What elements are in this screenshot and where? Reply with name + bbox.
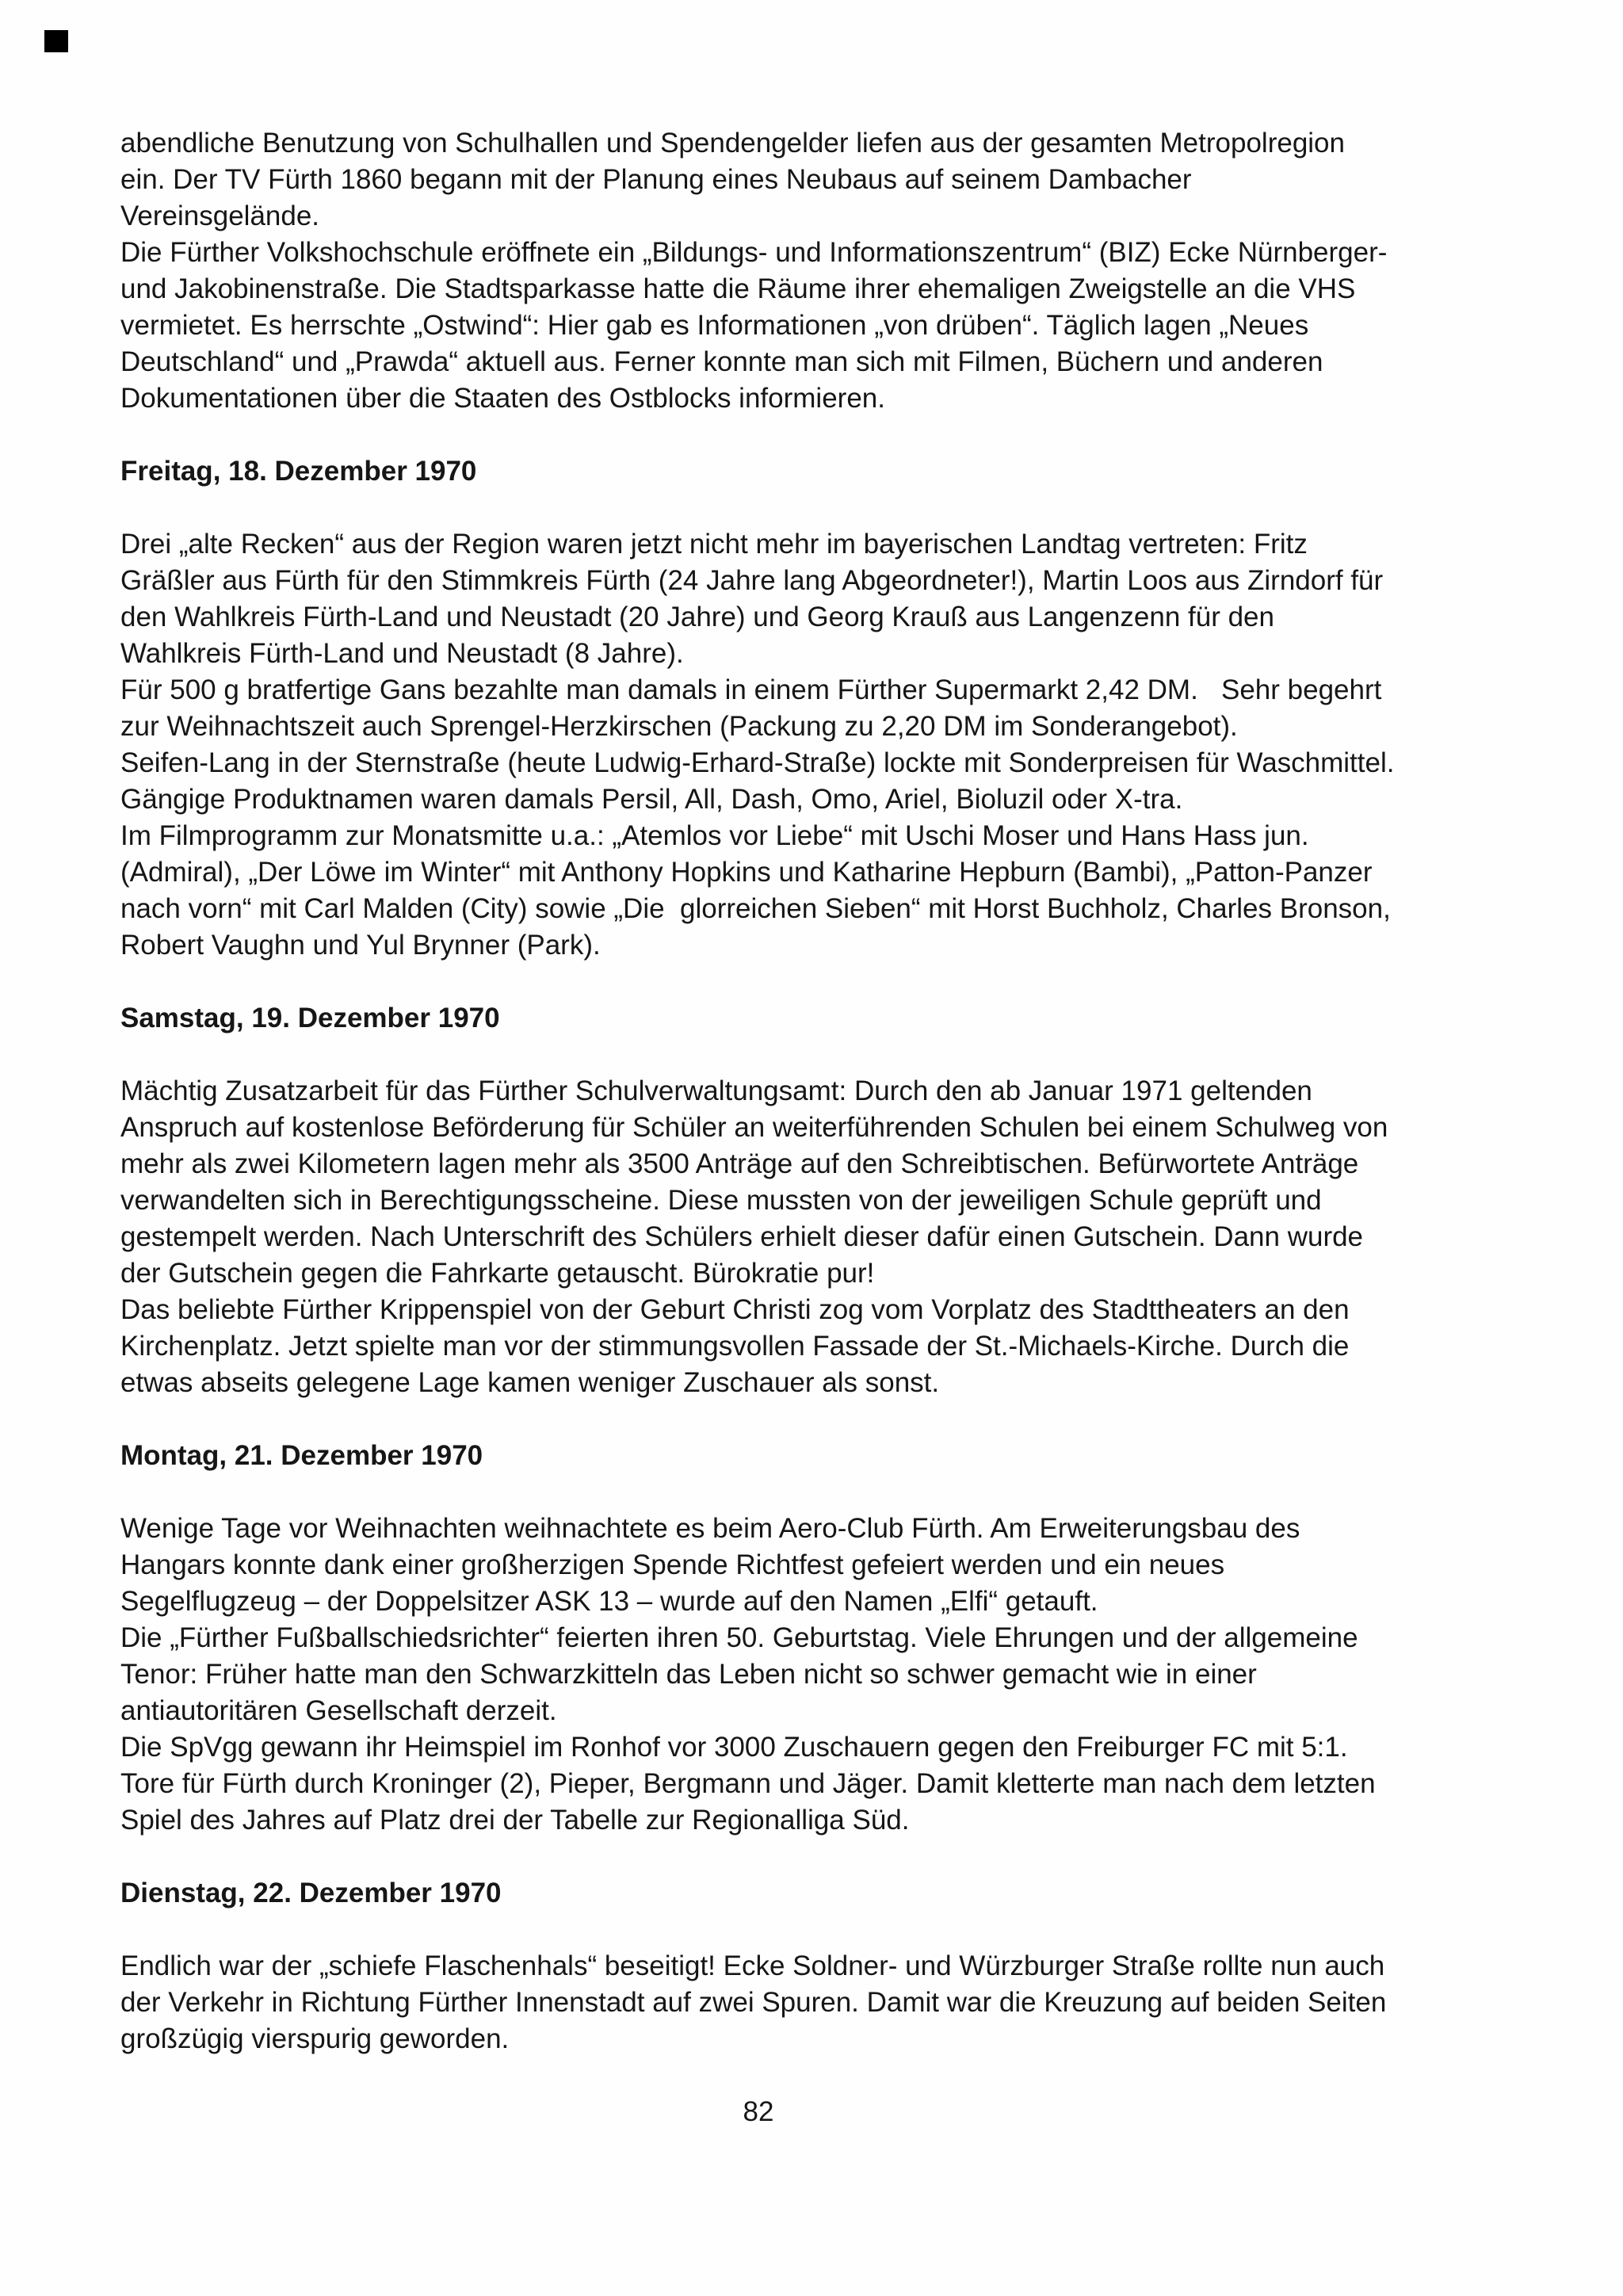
section-heading-freitag: Freitag, 18. Dezember 1970: [120, 456, 477, 487]
intro-paragraph: abendliche Benutzung von Schulhallen und Spendengelder liefen aus der gesamten Metropolregion ein. Der TV Fürth 1860 begann mit der Planung eines Neubaus auf seinem Dambacher Vereinsgelände.: [120, 128, 1353, 231]
paragraph: Endlich war der „schiefe Flaschenhals“ beseitigt! Ecke Soldner- und Würzburger Straße rollte nun auch der Verkehr in Richtung Fürther Innenstadt auf zwei Spuren. Damit war die Kreuzung auf beiden Seiten großzügig vierspurig geworden.: [120, 1950, 1395, 2054]
section-heading-montag: Montag, 21. Dezember 1970: [120, 1440, 483, 1471]
paragraph: Seifen-Lang in der Sternstraße (heute Ludwig-Erhard-Straße) lockte mit Sonderpreisen für Waschmittel. Gängige Produktnamen waren damals Persil, All, Dash, Omo, Ariel, Bioluzil oder X-tra.: [120, 747, 1403, 815]
paragraph: Drei „alte Recken“ aus der Region waren jetzt nicht mehr im bayerischen Landtag vertreten: Fritz Gräßler aus Fürth für den Stimmkreis Fürth (24 Jahre lang Abgeordneter!), Martin Loos aus Zirndorf für den Wahlkreis Fürth-Land und Neustadt (20 Jahre) und Georg Krauß aus Langenzenn für den Wahlkreis Fürth-Land und Neustadt (8 Jahre).: [120, 529, 1391, 669]
section-heading-samstag: Samstag, 19. Dezember 1970: [120, 1003, 500, 1033]
paragraph: Wenige Tage vor Weihnachten weihnachtete es beim Aero-Club Fürth. Am Erweiterungsbau des Hangars konnte dank einer großherzigen Spende Richtfest gefeiert werden und ein neues Segelflugzeug – der Doppelsitzer ASK 13 – wurde auf den Namen „Elfi“ getauft.: [120, 1513, 1308, 1617]
page-content: [120, 125, 1403, 2130]
section-heading-dienstag: Dienstag, 22. Dezember 1970: [120, 1878, 502, 1908]
page-number: 82: [743, 2096, 774, 2127]
paragraph: Die SpVgg gewann ihr Heimspiel im Ronhof vor 3000 Zuschauern gegen den Freiburger FC mit 5:1. Tore für Fürth durch Kroninger (2), Pieper, Bergmann und Jäger. Damit kletterte man nach dem letzten Spiel des Jahres auf Platz drei der Tabelle zur Regionalliga Süd.: [120, 1732, 1384, 1836]
paragraph: Mächtig Zusatzarbeit für das Fürther Schulverwaltungsamt: Durch den ab Januar 1971 geltenden Anspruch auf kostenlose Beförderung für Schüler an weiterführenden Schulen bei einem Schulweg von mehr als zwei Kilometern lagen mehr als 3500 Anträge auf den Schreibtischen. Befürwortete Anträge verwandelten sich in Berechtigungsscheine. Diese mussten von der jeweiligen Schule geprüft und gestempelt werden. Nach Unterschrift des Schülers erhielt dieser dafür einen Gutschein. Dann wurde der Gutschein gegen die Fahrkarte getauscht. Bürokratie pur!: [120, 1075, 1396, 1289]
paragraph: Für 500 g bratfertige Gans bezahlte man damals in einem Fürther Supermarkt 2,42 DM. Sehr begehrt zur Weihnachtszeit auch Sprengel-Herzkirschen (Packung zu 2,20 DM im Sonderangebot).: [120, 674, 1390, 742]
paragraph: Das beliebte Fürther Krippenspiel von der Geburt Christi zog vom Vorplatz des Stadttheaters an den Kirchenplatz. Jetzt spielte man vor der stimmungsvollen Fassade der St.-Michaels-Kirche. Durch die etwas abseits gelegene Lage kamen weniger Zuschauer als sonst.: [120, 1294, 1358, 1398]
paragraph: Im Filmprogramm zur Monatsmitte u.a.: „Atemlos vor Liebe“ mit Uschi Moser und Hans Hass jun. (Admiral), „Der Löwe im Winter“ mit Anthony Hopkins und Katharine Hepburn (Bambi), „Patton-Panzer nach vorn“ mit Carl Malden (City) sowie „Die glorreichen Sieben“ mit Horst Buchholz, Charles Bronson, Robert Vaughn und Yul Brynner (Park).: [120, 820, 1399, 961]
intro-paragraph: Die Fürther Volkshochschule eröffnete ein „Bildungs- und Informationszentrum“ (BIZ) Ecke Nürnberger- und Jakobinenstraße. Die Stadtsparkasse hatte die Räume ihrer ehemaligen Zweigstelle an die VHS vermietet. Es herrschte „Ostwind“: Hier gab es Informationen „von drüben“. Täglich lagen „Neues Deutschland“ und „Prawda“ aktuell aus. Ferner konnte man sich mit Filmen, Büchern und anderen Dokumentationen über die Staaten des Ostblocks informieren.: [120, 237, 1396, 414]
paragraph: Die „Fürther Fußballschiedsrichter“ feierten ihren 50. Geburtstag. Viele Ehrungen und der allgemeine Tenor: Früher hatte man den Schwarzkitteln das Leben nicht so schwer gemacht wie in einer antiautoritären Gesellschaft derzeit.: [120, 1622, 1365, 1726]
scan-artifact-mark: [44, 30, 68, 52]
